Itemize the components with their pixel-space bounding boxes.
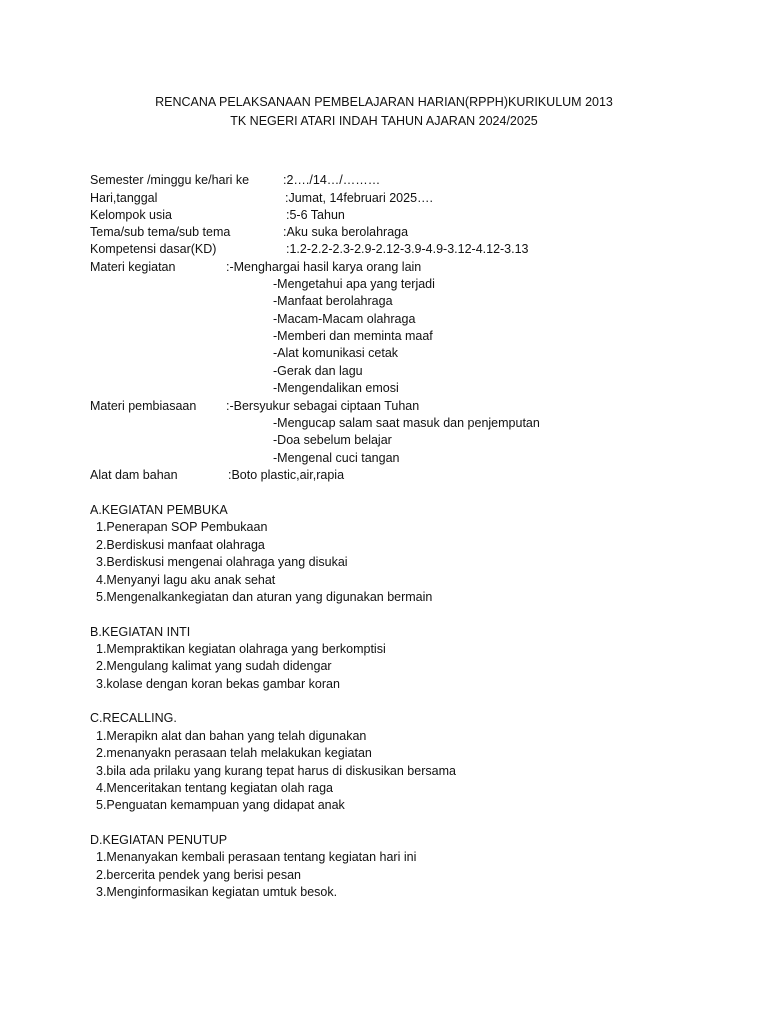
info-value: :Boto plastic,air,rapia <box>228 468 345 482</box>
list-item: 2.Berdiskusi manfaat olahraga <box>96 538 265 552</box>
pembiasaan-item: -Mengucap salam saat masuk dan penjemputan <box>273 416 540 430</box>
pembiasaan-item: -Doa sebelum belajar <box>273 433 392 447</box>
list-item: 3.Berdiskusi mengenai olahraga yang disukai <box>96 555 348 569</box>
info-label: Materi pembiasaan <box>90 399 197 413</box>
document-title-line1: RENCANA PELAKSANAAN PEMBELAJARAN HARIAN(RPPH)KURIKULUM 2013 <box>155 95 613 109</box>
info-value: :-Bersyukur sebagai ciptaan Tuhan <box>226 399 420 413</box>
section-heading-recalling: C.RECALLING. <box>90 711 177 725</box>
info-value: :-Menghargai hasil karya orang lain <box>226 260 422 274</box>
info-label: Semester /minggu ke/hari ke <box>90 173 250 187</box>
list-item: 1.Merapikn alat dan bahan yang telah digunakan <box>96 729 367 743</box>
info-label: Materi kegiatan <box>90 260 176 274</box>
materi-item: -Manfaat berolahraga <box>273 294 393 308</box>
info-label: Kompetensi dasar(KD) <box>90 242 217 256</box>
list-item: 2.Mengulang kalimat yang sudah didengar <box>96 659 332 673</box>
list-item: 3.kolase dengan koran bekas gambar koran <box>96 677 340 691</box>
section-heading-inti: B.KEGIATAN INTI <box>90 625 191 639</box>
list-item: 3.Menginformasikan kegiatan umtuk besok. <box>96 885 338 899</box>
list-item: 5.Mengenalkankegiatan dan aturan yang digunakan bermain <box>96 590 433 604</box>
materi-item: -Gerak dan lagu <box>273 364 363 378</box>
materi-item: -Macam-Macam olahraga <box>273 312 416 326</box>
materi-item: -Memberi dan meminta maaf <box>273 329 433 343</box>
list-item: 5.Penguatan kemampuan yang didapat anak <box>96 798 345 812</box>
info-label: Kelompok usia <box>90 208 172 222</box>
materi-item: -Alat komunikasi cetak <box>273 346 399 360</box>
list-item: 2.menanyakn perasaan telah melakukan kegiatan <box>96 746 372 760</box>
info-label: Hari,tanggal <box>90 191 158 205</box>
list-item: 1.Penerapan SOP Pembukaan <box>96 520 268 534</box>
info-value: :Aku suka berolahraga <box>283 225 409 239</box>
info-label: Tema/sub tema/sub tema <box>90 225 231 239</box>
section-heading-penutup: D.KEGIATAN PENUTUP <box>90 833 228 847</box>
info-value: :2…./14…/……… <box>283 173 381 187</box>
materi-item: -Mengendalikan emosi <box>273 381 399 395</box>
pembiasaan-item: -Mengenal cuci tangan <box>273 451 400 465</box>
list-item: 1.Mempraktikan kegiatan olahraga yang berkomptisi <box>96 642 386 656</box>
materi-item: -Mengetahui apa yang terjadi <box>273 277 435 291</box>
info-value: :5-6 Tahun <box>286 208 345 222</box>
list-item: 1.Menanyakan kembali perasaan tentang kegiatan hari ini <box>96 850 417 864</box>
list-item: 2.bercerita pendek yang berisi pesan <box>96 868 301 882</box>
info-label: Alat dam bahan <box>90 468 178 482</box>
list-item: 4.Menyanyi lagu aku anak sehat <box>96 573 276 587</box>
list-item: 3.bila ada prilaku yang kurang tepat harus di diskusikan bersama <box>96 764 456 778</box>
info-value: :Jumat, 14februari 2025…. <box>285 191 433 205</box>
list-item: 4.Menceritakan tentang kegiatan olah raga <box>96 781 333 795</box>
section-heading-pembuka: A.KEGIATAN PEMBUKA <box>90 503 228 517</box>
info-value: :1.2-2.2-2.3-2.9-2.12-3.9-4.9-3.12-4.12-3.13 <box>286 242 529 256</box>
document-title-line2: TK NEGERI ATARI INDAH TAHUN AJARAN 2024/2025 <box>230 114 538 128</box>
